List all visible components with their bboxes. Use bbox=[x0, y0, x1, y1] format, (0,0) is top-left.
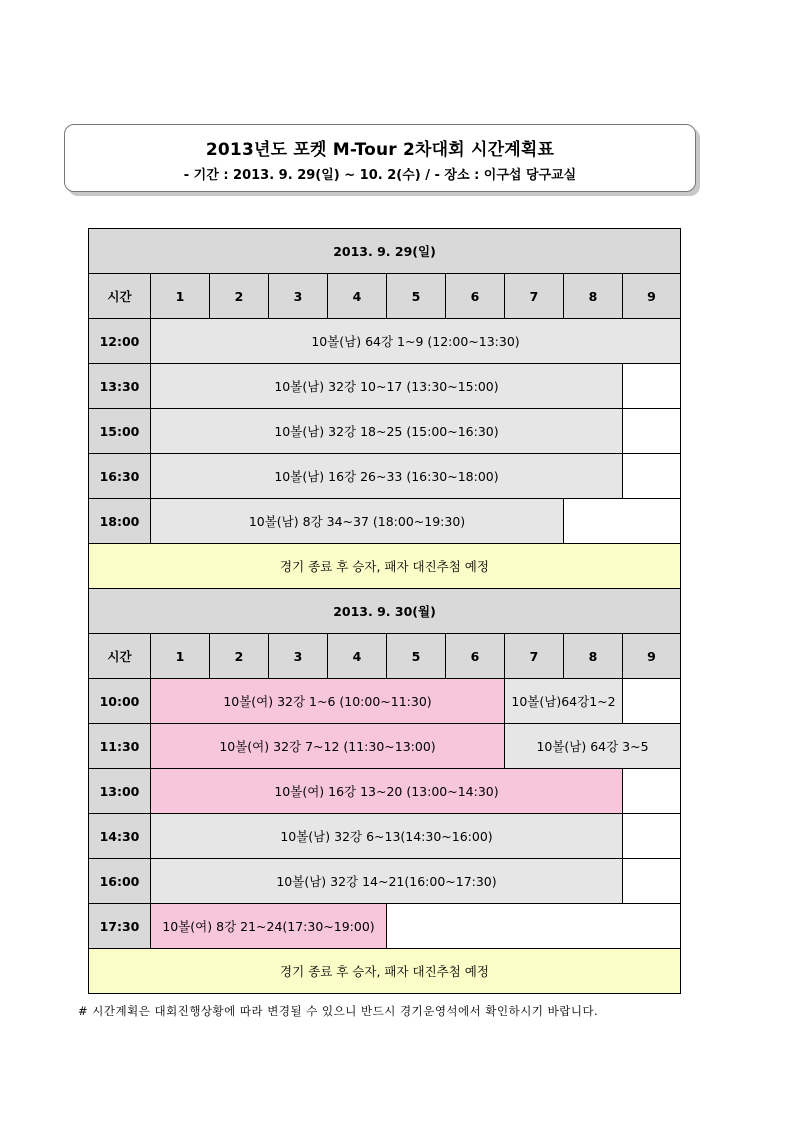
time-cell: 12:00 bbox=[89, 319, 151, 364]
event-cell: 10볼(여) 32강 1~6 (10:00~11:30) bbox=[151, 679, 505, 724]
note-row: 경기 종료 후 승자, 패자 대진추첨 예정 bbox=[89, 949, 681, 994]
column-header: 5 bbox=[387, 274, 446, 319]
page-subtitle: - 기간 : 2013. 9. 29(일) ~ 10. 2(수) / - 장소 : 이구섭 당구교실 bbox=[183, 168, 577, 183]
time-cell: 14:30 bbox=[89, 814, 151, 859]
empty-cell bbox=[623, 679, 681, 724]
event-cell: 10볼(남) 64강 1~9 (12:00~13:30) bbox=[151, 319, 681, 364]
event-cell: 10볼(남) 8강 34~37 (18:00~19:30) bbox=[151, 499, 564, 544]
empty-cell bbox=[623, 769, 681, 814]
column-header: 2 bbox=[210, 634, 269, 679]
column-header: 3 bbox=[269, 274, 328, 319]
time-cell: 13:00 bbox=[89, 769, 151, 814]
date-header: 2013. 9. 29(일) bbox=[89, 229, 681, 274]
event-cell: 10볼(남) 32강 6~13(14:30~16:00) bbox=[151, 814, 623, 859]
table-row bbox=[89, 904, 681, 949]
date-header: 2013. 9. 30(월) bbox=[89, 589, 681, 634]
event-cell: 10볼(남)64강1~2 bbox=[505, 679, 623, 724]
schedule-table-day1 bbox=[88, 228, 681, 589]
column-header: 2 bbox=[210, 274, 269, 319]
column-header: 4 bbox=[328, 274, 387, 319]
table-row bbox=[89, 814, 681, 859]
empty-cell bbox=[564, 499, 681, 544]
time-cell: 10:00 bbox=[89, 679, 151, 724]
table-row bbox=[89, 499, 681, 544]
column-header: 6 bbox=[446, 634, 505, 679]
event-cell: 10볼(남) 32강 14~21(16:00~17:30) bbox=[151, 859, 623, 904]
event-cell: 10볼(남) 32강 18~25 (15:00~16:30) bbox=[151, 409, 623, 454]
page-title: 2013년도 포켓 M-Tour 2차대회 시간계획표 bbox=[205, 140, 555, 160]
schedule-table-day2 bbox=[88, 588, 681, 994]
empty-cell bbox=[623, 364, 681, 409]
event-cell: 10볼(여) 32강 7~12 (11:30~13:00) bbox=[151, 724, 505, 769]
event-cell: 10볼(여) 8강 21~24(17:30~19:00) bbox=[151, 904, 387, 949]
footnote: # 시간계획은 대회진행상황에 따라 변경될 수 있으니 반드시 경기운영석에서 확인하시기 바랍니다. bbox=[78, 1004, 599, 1018]
time-cell: 11:30 bbox=[89, 724, 151, 769]
column-header: 시간 bbox=[89, 274, 151, 319]
table-row bbox=[89, 364, 681, 409]
column-header: 6 bbox=[446, 274, 505, 319]
empty-cell bbox=[623, 859, 681, 904]
column-header: 3 bbox=[269, 634, 328, 679]
empty-cell bbox=[623, 409, 681, 454]
table-row bbox=[89, 409, 681, 454]
column-header: 1 bbox=[151, 274, 210, 319]
column-header: 시간 bbox=[89, 634, 151, 679]
column-header: 1 bbox=[151, 634, 210, 679]
event-cell: 10볼(남) 32강 10~17 (13:30~15:00) bbox=[151, 364, 623, 409]
table-row bbox=[89, 859, 681, 904]
column-header: 8 bbox=[564, 274, 623, 319]
table-row bbox=[89, 319, 681, 364]
table-row bbox=[89, 769, 681, 814]
time-cell: 15:00 bbox=[89, 409, 151, 454]
event-cell: 10볼(여) 16강 13~20 (13:00~14:30) bbox=[151, 769, 623, 814]
column-header: 7 bbox=[505, 274, 564, 319]
time-cell: 16:30 bbox=[89, 454, 151, 499]
column-header: 4 bbox=[328, 634, 387, 679]
table-row bbox=[89, 724, 681, 769]
column-header: 8 bbox=[564, 634, 623, 679]
note-row: 경기 종료 후 승자, 패자 대진추첨 예정 bbox=[89, 544, 681, 589]
column-header: 5 bbox=[387, 634, 446, 679]
empty-cell bbox=[387, 904, 681, 949]
time-cell: 18:00 bbox=[89, 499, 151, 544]
empty-cell bbox=[623, 814, 681, 859]
event-cell: 10볼(남) 16강 26~33 (16:30~18:00) bbox=[151, 454, 623, 499]
column-header-row bbox=[89, 634, 681, 679]
event-cell: 10볼(남) 64강 3~5 bbox=[505, 724, 681, 769]
column-header: 7 bbox=[505, 634, 564, 679]
column-header: 9 bbox=[623, 634, 681, 679]
table-row bbox=[89, 679, 681, 724]
column-header-row bbox=[89, 274, 681, 319]
column-header: 9 bbox=[623, 274, 681, 319]
time-cell: 13:30 bbox=[89, 364, 151, 409]
title-box bbox=[64, 124, 696, 192]
empty-cell bbox=[623, 454, 681, 499]
time-cell: 16:00 bbox=[89, 859, 151, 904]
table-row bbox=[89, 454, 681, 499]
time-cell: 17:30 bbox=[89, 904, 151, 949]
